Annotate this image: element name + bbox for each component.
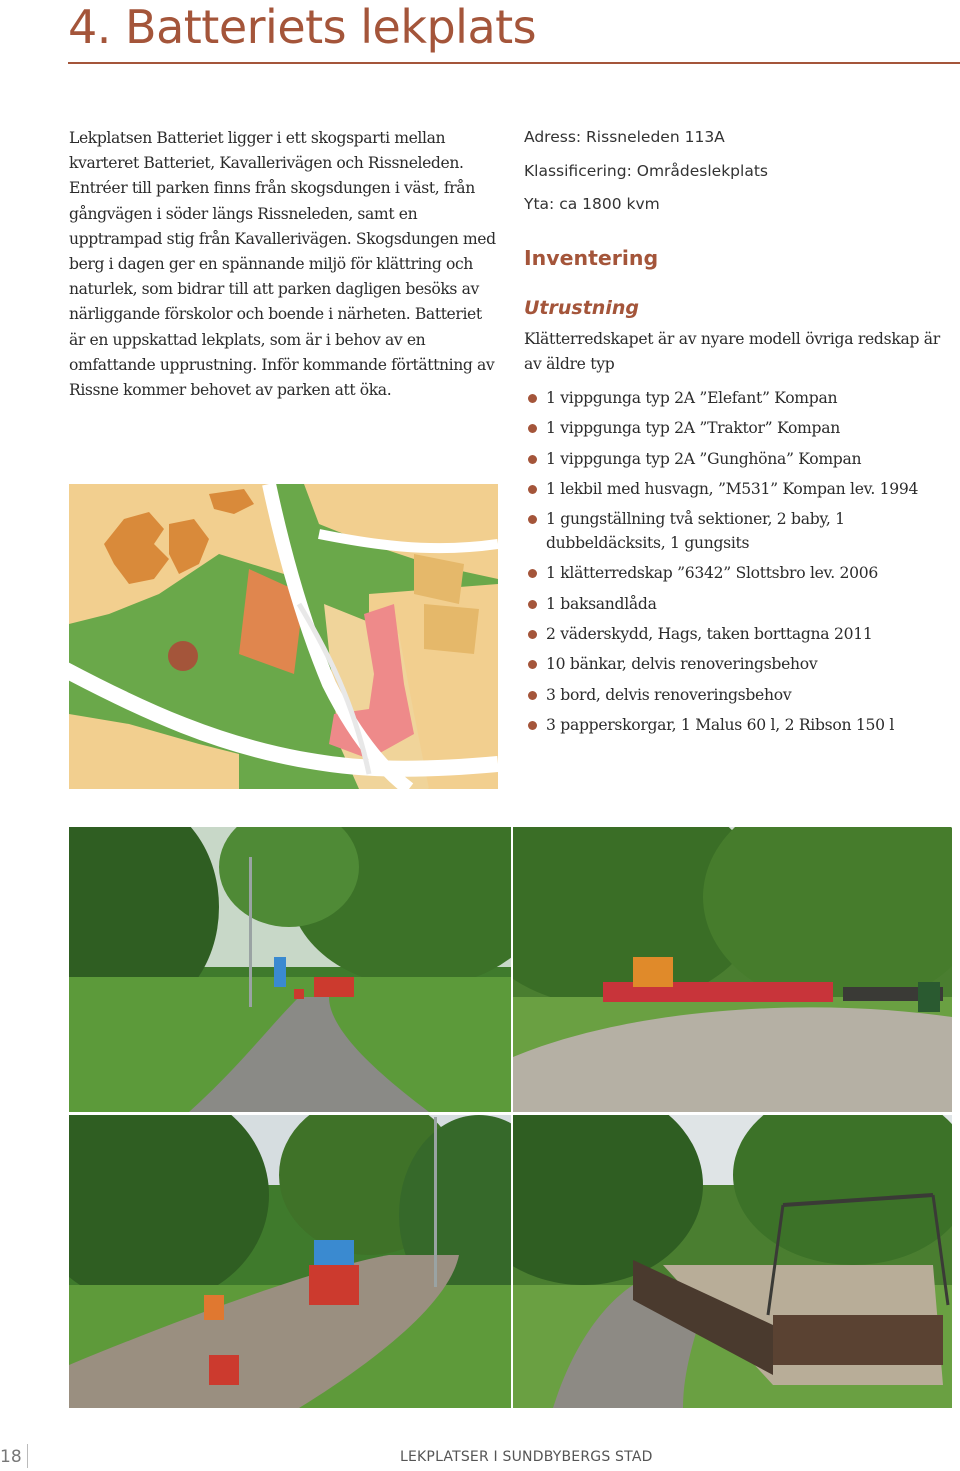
bullet-icon	[528, 600, 537, 609]
list-item: 1 klätterredskap ”6342” Slottsbro lev. 2006	[524, 561, 954, 585]
page-title: 4. Batteriets lekplats	[68, 0, 537, 54]
list-item: 3 bord, delvis renoveringsbehov	[524, 683, 954, 707]
equipment-subheading: Utrustning	[524, 297, 639, 319]
site-map	[69, 484, 498, 789]
footer-title: LEKPLATSER I SUNDBYBERGS STAD	[400, 1449, 653, 1465]
photo-playground-path	[69, 827, 511, 1112]
park-meta	[524, 124, 944, 225]
list-item: 3 papperskorgar, 1 Malus 60 l, 2 Ribson 150 l	[524, 713, 954, 737]
bullet-icon	[528, 394, 537, 403]
equipment-list	[524, 386, 954, 743]
photo-spring-riders	[69, 1115, 511, 1408]
bullet-icon	[528, 515, 537, 524]
equipment-description: Klätterredskapet är av nyare modell övriga redskap är av äldre typ	[524, 330, 940, 373]
intro-paragraph: Lekplatsen Batteriet ligger i ett skogsparti mellan kvarteret Batteriet, Kavallerivägen och Rissneleden. Entréer till parken finns från skogsdungen i väst, från gångvägen i söder längs Rissneleden, samt en upptrampad stig från Kavallerivägen. Skogsdungen med berg i dagen ger en spännande miljö för klättring och naturlek, som bidrar till att parken dagligen besöks av närliggande förskolor och boende i närheten. Batteriet är en uppskattad lekplats, som är i behov av en omfattande upprustning. Inför kommande förtättning av Rissne kommer behovet av parken att öka.	[69, 129, 496, 400]
inventory-heading: Inventering	[524, 246, 659, 270]
list-item: 1 vippgunga typ 2A ”Gunghöna” Kompan	[524, 447, 954, 471]
list-item: 2 väderskydd, Hags, taken borttagna 2011	[524, 622, 954, 646]
bullet-icon	[528, 691, 537, 700]
list-item: 1 vippgunga typ 2A ”Traktor” Kompan	[524, 416, 954, 440]
list-item: 1 baksandlåda	[524, 592, 954, 616]
area: Yta: ca 1800 kvm	[524, 195, 660, 213]
bullet-icon	[528, 485, 537, 494]
bullet-icon	[528, 630, 537, 639]
playground-marker	[168, 641, 198, 671]
bullet-icon	[528, 424, 537, 433]
photo-playground-gravel	[513, 827, 952, 1112]
bullet-icon	[528, 455, 537, 464]
footer-divider	[27, 1444, 28, 1468]
bullet-icon	[528, 660, 537, 669]
list-item: 10 bänkar, delvis renoveringsbehov	[524, 652, 954, 676]
title-rule	[68, 62, 960, 64]
classification: Klassificering: Områdeslekplats	[524, 161, 768, 180]
photo-swing-set	[513, 1115, 952, 1408]
intro-text	[69, 126, 501, 403]
list-item: 1 gungställning två sektioner, 2 baby, 1 dubbeldäcksits, 1 gungsits	[524, 507, 954, 555]
bullet-icon	[528, 569, 537, 578]
list-item: 1 vippgunga typ 2A ”Elefant” Kompan	[524, 386, 954, 410]
list-item: 1 lekbil med husvagn, ”M531” Kompan lev. 1994	[524, 477, 954, 501]
bullet-icon	[528, 721, 537, 730]
page-number: 18	[0, 1447, 22, 1467]
address: Adress: Rissneleden 113A	[524, 128, 725, 146]
